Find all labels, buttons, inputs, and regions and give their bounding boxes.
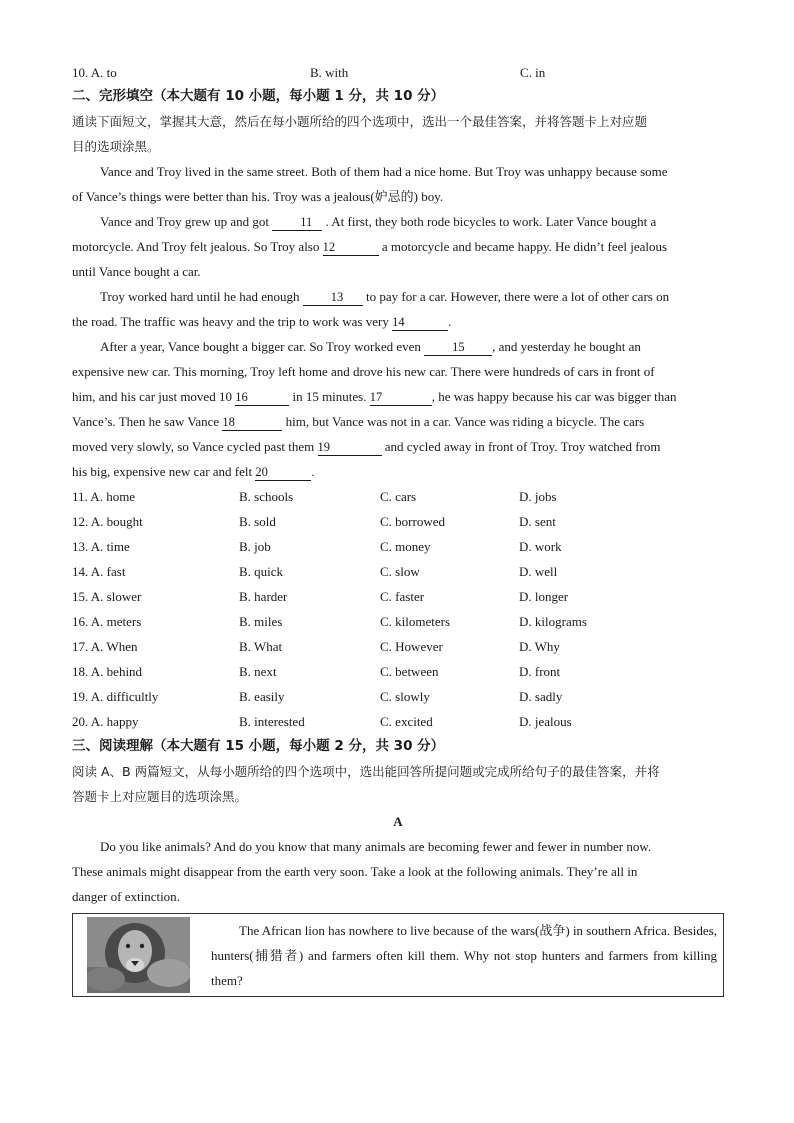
passage-line: After a year, Vance bought a bigger car. So Troy worked even 15 , and yesterday he bought an [100,339,641,354]
options-row: 13. A. time B. job C. money D. work [72,539,562,554]
section-3-title: 三、阅读理解（本大题有 15 小题，每小题 2 分，共 30 分） [72,738,445,754]
passage-line: Troy worked hard until he had enough 13 to pay for a car. However, there were a lot of other cars on [100,289,670,304]
options-row: 20. A. happy B. interested C. excited D. jealous [72,714,572,729]
blank-18: 18 [222,415,282,431]
blank-11: 11 [272,215,322,231]
blank-19: 19 [318,440,382,456]
blank-15: 15 [424,340,492,356]
passage-line: until Vance bought a car. [72,264,201,279]
option-c: C. in [520,65,546,80]
options-row: 19. A. difficultly B. easily C. slowly D. sadly [72,689,563,704]
section-2-title: 二、完形填空（本大题有 10 小题，每小题 1 分，共 10 分） [72,88,445,104]
passage-line: his big, expensive new car and felt 20 . [72,464,315,479]
blank-12: 12 [323,240,379,256]
section-3-instructions: 阅读 A、B 两篇短文，从每小题所给的四个选项中，选出能回答所提问题或完成所给句子的最佳答案，并将 [72,764,660,779]
lion-description: The African lion has nowhere to live because of the wars(战争) in southern Africa. Besides, hunters(捕猎者) and farmers often kill them. Why not stop hunters and farmers from killing them? [211,923,717,988]
options-row: 17. A. When B. What C. However D. Why [72,639,560,654]
blank-14: 14 [392,315,448,331]
blank-20: 20 [255,465,311,481]
passage-line: him, and his car just moved 10 16 in 15 minutes. 17 , he was happy because his car was bigger than [72,389,677,404]
passage-line: motorcycle. And Troy felt jealous. So Troy also 12 a motorcycle and became happy. He didn’t feel jealous [72,239,668,254]
passage-line: moved very slowly, so Vance cycled past them 19 and cycled away in front of Troy. Troy watched from [72,439,661,454]
passage-line: Vance and Troy lived in the same street. Both of them had a nice home. But Troy was unhappy because some [100,164,668,179]
blank-17: 17 [370,390,432,406]
options-row: 11. A. home B. schools C. cars D. jobs [72,489,557,504]
cloze-passage [72,159,724,484]
passage-line: Do you like animals? And do you know that many animals are becoming fewer and fewer in number now. [100,839,652,854]
blank-16: 16 [235,390,289,406]
passage-line: Vance’s. Then he saw Vance 18 him, but Vance was not in a car. Vance was riding a bicycle. The cars [72,414,645,429]
cloze-options [72,484,724,734]
options-row: 16. A. meters B. miles C. kilometers D. kilograms [72,614,587,629]
passage-line: These animals might disappear from the earth very soon. Take a look at the following animals. They’re all in [72,864,638,879]
option-a: 10. A. to [72,65,117,80]
passage-line: the road. The traffic was heavy and the trip to work was very 14 . [72,314,452,329]
passage-label: A [393,814,403,829]
options-row: 14. A. fast B. quick C. slow D. well [72,564,558,579]
passage-line: Vance and Troy grew up and got 11 . At first, they both rode bicycles to work. Later Vance bought a [100,214,657,229]
animal-box-lion [72,913,724,997]
reading-intro [72,834,724,909]
section-2-instructions: 通读下面短文，掌握其大意，然后在每小题所给的四个选项中，选出一个最佳答案，并将答题卡上对应题 [72,114,648,129]
passage-line: of Vance’s things were better than his. Troy was a jealous(妒忌的) boy. [72,189,444,204]
section-3-instructions-cont: 答题卡上对应题目的选项涂黑。 [72,789,248,804]
options-row: 12. A. bought B. sold C. borrowed D. sent [72,514,556,529]
passage-line: danger of extinction. [72,889,180,904]
options-row: 15. A. slower B. harder C. faster D. longer [72,589,569,604]
exam-page [72,62,724,997]
blank-13: 13 [303,290,363,306]
options-row: 18. A. behind B. next C. between D. front [72,664,561,679]
option-b: B. with [310,65,349,80]
question-10-options [72,62,724,84]
lion-photo [87,917,190,993]
section-2-instructions-cont: 目的选项涂黑。 [72,139,160,154]
passage-line: expensive new car. This morning, Troy left home and drove his new car. There were hundreds of cars in front of [72,364,655,379]
